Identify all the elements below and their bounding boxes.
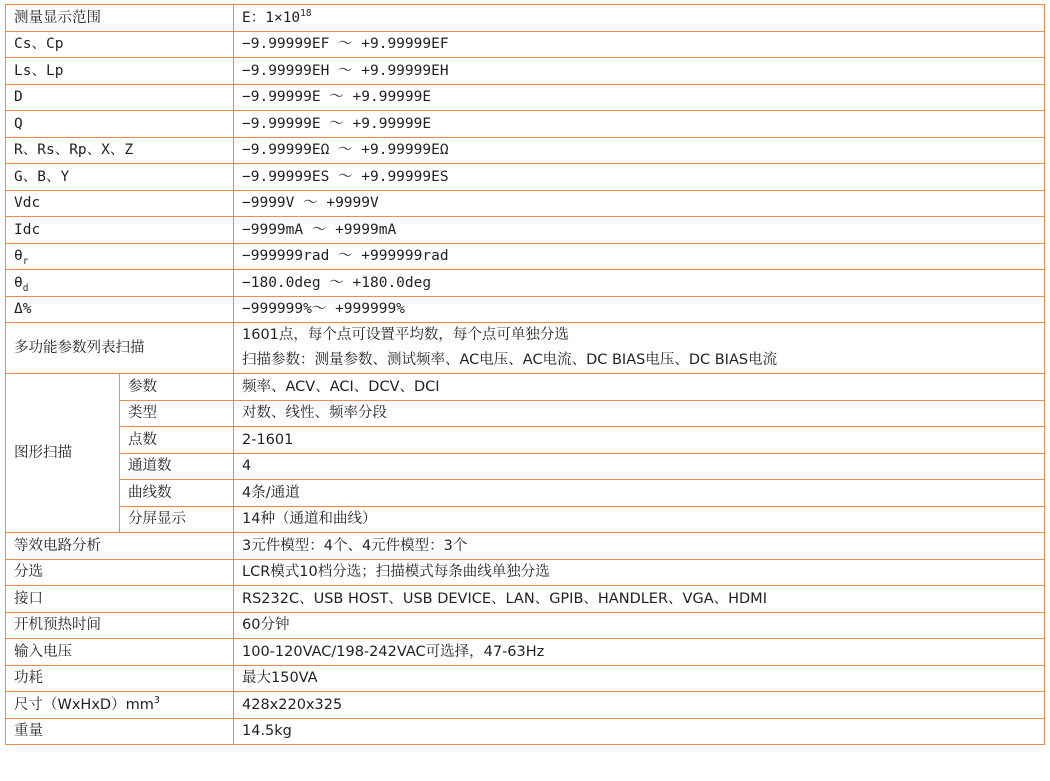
row-label xyxy=(6,243,234,270)
row-value: −9999V ～ +9999V xyxy=(234,190,1045,217)
row-label: 功耗 xyxy=(6,665,234,692)
graph-scan-label: 图形扫描 xyxy=(6,374,120,533)
graph-scan-sub-value: 频率、ACV、ACI、DCV、DCI xyxy=(234,374,1045,401)
graph-scan-sub-label: 参数 xyxy=(120,374,234,401)
list-scan-line-1: 1601点，每个点可设置平均数，每个点可单独分选 xyxy=(242,327,569,343)
graph-scan-sub-value: 4条/通道 xyxy=(234,480,1045,507)
row-label-subscript: r xyxy=(22,256,29,268)
row-label: 开机预热时间 xyxy=(6,612,234,639)
row-value: LCR模式10档分选；扫描模式每条曲线单独分选 xyxy=(234,559,1045,586)
row-label: 等效电路分析 xyxy=(6,533,234,560)
row-value: −180.0deg ～ +180.0deg xyxy=(234,270,1045,297)
row-label: Δ% xyxy=(6,296,234,323)
row-value: −9.99999EH ～ +9.99999EH xyxy=(234,58,1045,85)
table-row-graph-scan xyxy=(6,480,1045,507)
row-value: −9.99999EΩ ～ +9.99999EΩ xyxy=(234,137,1045,164)
table-row xyxy=(6,217,1045,244)
row-label: 分选 xyxy=(6,559,234,586)
table-row-graph-scan xyxy=(6,400,1045,427)
row-value: RS232C、USB HOST、USB DEVICE、LAN、GPIB、HANDLER、VGA、HDMI xyxy=(234,586,1045,613)
row-value xyxy=(234,5,1045,32)
row-value: −999999rad ～ +999999rad xyxy=(234,243,1045,270)
row-label: 输入电压 xyxy=(6,639,234,666)
list-scan-line-2: 扫描参数：测量参数、测试频率、AC电压、AC电流、DC BIAS电压、DC BIAS电流 xyxy=(242,352,778,368)
row-label: 测量显示范围 xyxy=(6,5,234,32)
row-label: R、Rs、Rp、X、Z xyxy=(6,137,234,164)
table-row xyxy=(6,190,1045,217)
table-row xyxy=(6,718,1045,745)
row-value: −9.99999E ～ +9.99999E xyxy=(234,111,1045,138)
table-row-graph-scan xyxy=(6,453,1045,480)
row-value: −9999mA ～ +9999mA xyxy=(234,217,1045,244)
table-row xyxy=(6,586,1045,613)
row-label-text: θ xyxy=(14,248,23,265)
table-row xyxy=(6,84,1045,111)
graph-scan-sub-value: 2-1601 xyxy=(234,427,1045,454)
table-row xyxy=(6,533,1045,560)
graph-scan-sub-label: 通道数 xyxy=(120,453,234,480)
row-label: Vdc xyxy=(6,190,234,217)
specification-table xyxy=(5,4,1045,745)
graph-scan-sub-value: 对数、线性、频率分段 xyxy=(234,400,1045,427)
row-label xyxy=(6,692,234,719)
row-label: Ls、Lp xyxy=(6,58,234,85)
graph-scan-sub-label: 类型 xyxy=(120,400,234,427)
table-row xyxy=(6,270,1045,297)
row-value: 3元件模型：4个、4元件模型：3个 xyxy=(234,533,1045,560)
table-row xyxy=(6,243,1045,270)
table-row xyxy=(6,111,1045,138)
row-value: 428x220x325 xyxy=(234,692,1045,719)
table-row-graph-scan xyxy=(6,427,1045,454)
row-value: −9.99999E ～ +9.99999E xyxy=(234,84,1045,111)
row-label: Cs、Cp xyxy=(6,31,234,58)
row-value-superscript: 18 xyxy=(300,7,312,19)
row-label: 接口 xyxy=(6,586,234,613)
table-row xyxy=(6,58,1045,85)
row-label: G、B、Y xyxy=(6,164,234,191)
table-row xyxy=(6,137,1045,164)
table-row-graph-scan xyxy=(6,374,1045,401)
row-label: 重量 xyxy=(6,718,234,745)
row-value: 最大150VA xyxy=(234,665,1045,692)
row-label-text: θ xyxy=(14,274,23,291)
row-value: 100-120VAC/198-242VAC可选择，47-63Hz xyxy=(234,639,1045,666)
row-label: Idc xyxy=(6,217,234,244)
table-row xyxy=(6,31,1045,58)
graph-scan-sub-label: 分屏显示 xyxy=(120,506,234,533)
row-value: −999999%～ +999999% xyxy=(234,296,1045,323)
table-row-list-scan xyxy=(6,323,1045,374)
table-row xyxy=(6,164,1045,191)
table-row xyxy=(6,559,1045,586)
table-row xyxy=(6,639,1045,666)
row-label: Q xyxy=(6,111,234,138)
graph-scan-sub-value: 4 xyxy=(234,453,1045,480)
table-row xyxy=(6,296,1045,323)
table-row-graph-scan xyxy=(6,506,1045,533)
table-row xyxy=(6,692,1045,719)
row-label-text: 尺寸（WxHxD）mm xyxy=(14,696,154,713)
row-label-superscript: 3 xyxy=(153,694,160,706)
row-value: −9.99999EF ～ +9.99999EF xyxy=(234,31,1045,58)
row-value: 60分钟 xyxy=(234,612,1045,639)
row-value: 14.5kg xyxy=(234,718,1045,745)
table-row xyxy=(6,665,1045,692)
row-label: 多功能参数列表扫描 xyxy=(6,323,234,374)
graph-scan-sub-label: 曲线数 xyxy=(120,480,234,507)
row-value: −9.99999ES ～ +9.99999ES xyxy=(234,164,1045,191)
table-row xyxy=(6,5,1045,32)
table-row xyxy=(6,612,1045,639)
row-value-text: E：1×10 xyxy=(242,9,301,26)
graph-scan-sub-value: 14种（通道和曲线） xyxy=(234,506,1045,533)
row-label: D xyxy=(6,84,234,111)
row-label xyxy=(6,270,234,297)
row-label-subscript: d xyxy=(22,282,29,294)
graph-scan-sub-label: 点数 xyxy=(120,427,234,454)
row-value xyxy=(234,323,1045,374)
